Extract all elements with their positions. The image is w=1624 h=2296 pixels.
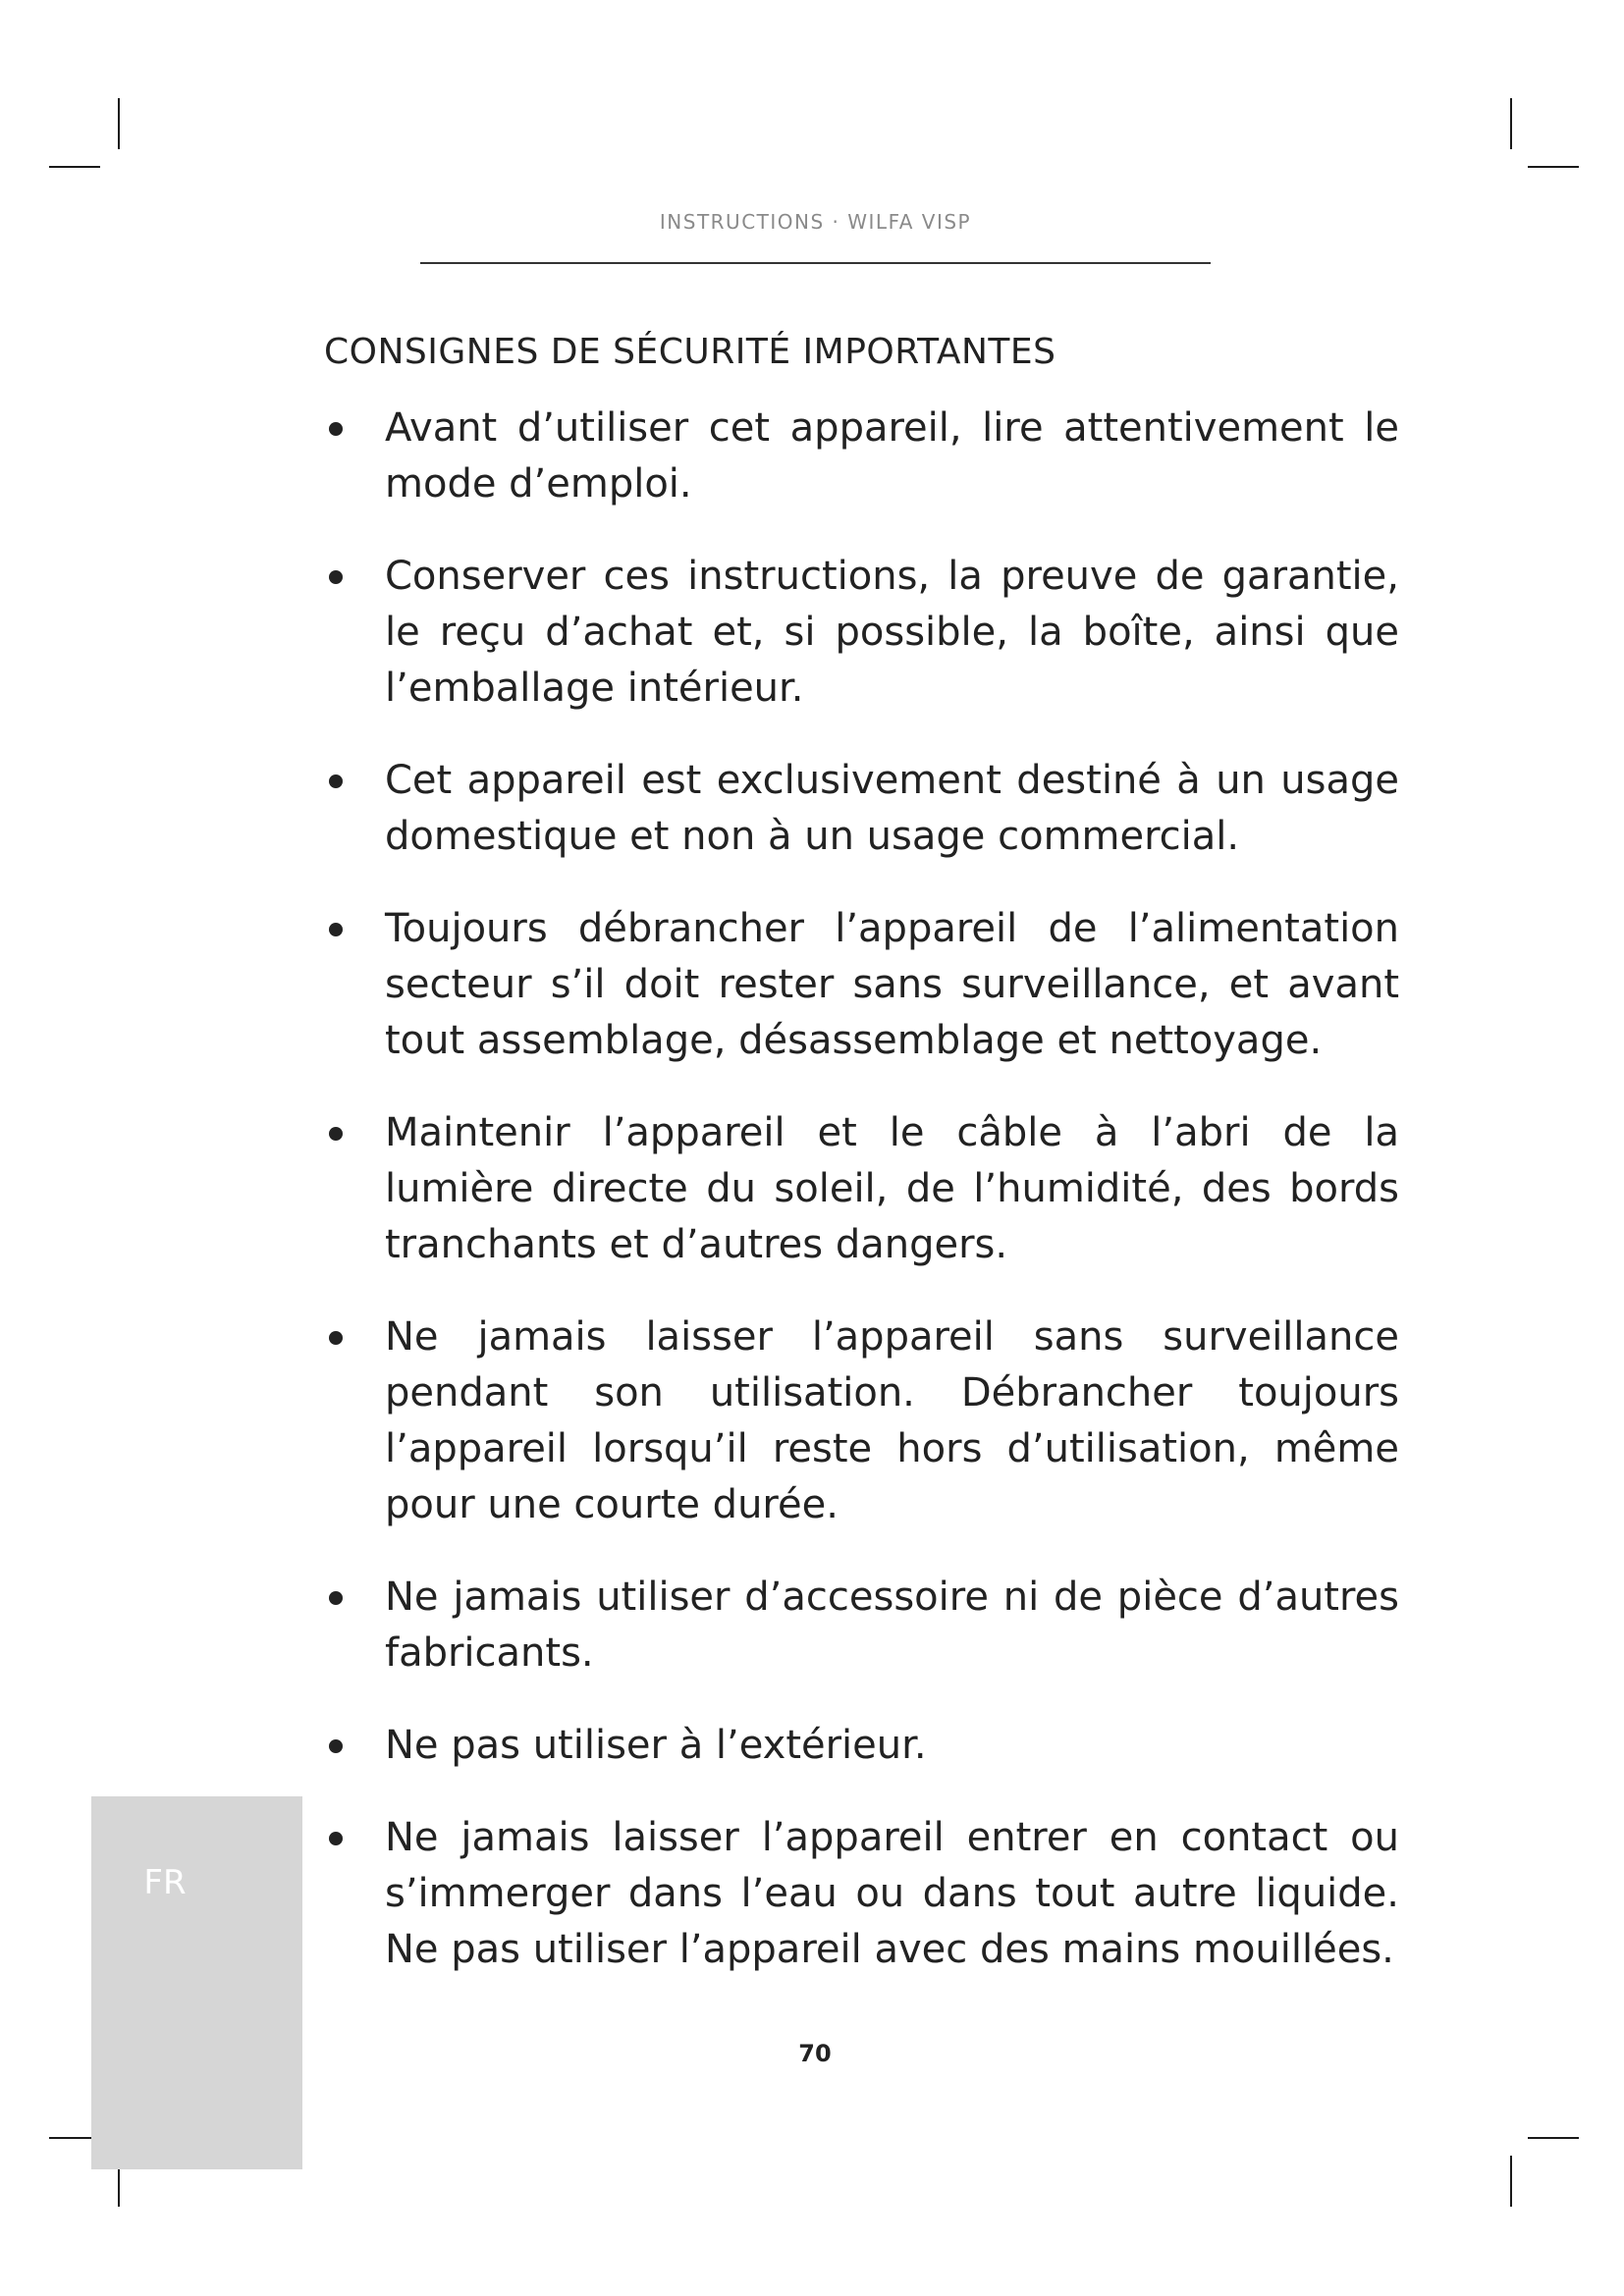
list-item-text: Ne jamais laisser l’appareil entrer en contact ou s’immerger dans l’eau ou dans tout autre liquide. Ne pas utiliser l’appareil avec des mains mouillées. — [385, 1815, 1399, 1972]
list-item — [324, 1570, 1399, 1682]
crop-mark-top-left-vertical — [118, 98, 120, 149]
bullet-icon — [329, 1591, 343, 1605]
list-item — [324, 753, 1399, 865]
list-item — [324, 1718, 1399, 1774]
language-label: FR — [143, 1863, 187, 1902]
list-item — [324, 1810, 1399, 1978]
bullet-icon — [329, 923, 343, 936]
bullet-icon — [329, 1832, 343, 1845]
crop-mark-top-right-vertical — [1510, 98, 1512, 149]
page-number: 70 — [798, 2040, 832, 2067]
bullet-icon — [329, 422, 343, 436]
running-header: INSTRUCTIONS · WILFA VISP — [659, 210, 972, 234]
list-item-text: Ne jamais utiliser d’accessoire ni de pièce d’autres fabricants. — [385, 1575, 1399, 1676]
list-item-text: Toujours débrancher l’appareil de l’alimentation secteur s’il doit rester sans surveillance, et avant tout assemblage, désassemblage et nettoyage. — [385, 906, 1399, 1063]
list-item-text: Conserver ces instructions, la preuve de garantie, le reçu d’achat et, si possible, la boîte, ainsi que l’emballage intérieur. — [385, 554, 1399, 711]
language-tab — [91, 1796, 302, 2169]
crop-mark-top-left-horizontal — [49, 166, 100, 168]
bullet-icon — [329, 1739, 343, 1753]
list-item — [324, 1105, 1399, 1273]
bullet-icon — [329, 1331, 343, 1345]
list-item-text: Avant d’utiliser cet appareil, lire attentivement le mode d’emploi. — [385, 405, 1399, 507]
list-item — [324, 901, 1399, 1069]
section-title: CONSIGNES DE SÉCURITÉ IMPORTANTES — [324, 332, 1056, 372]
crop-mark-top-right-horizontal — [1528, 166, 1579, 168]
header-divider — [420, 262, 1211, 264]
list-item — [324, 400, 1399, 512]
bullet-icon — [329, 774, 343, 788]
list-item-text: Maintenir l’appareil et le câble à l’abri de la lumière directe du soleil, de l’humidité, des bords tranchants et d’autres dangers. — [385, 1110, 1399, 1267]
bullet-icon — [329, 1127, 343, 1141]
list-item-text: Ne pas utiliser à l’extérieur. — [385, 1723, 927, 1768]
list-item-text: Ne jamais laisser l’appareil sans surveillance pendant son utilisation. Débrancher toujours l’appareil lorsqu’il reste hors d’utilisation, même pour une courte durée. — [385, 1314, 1399, 1527]
crop-mark-bottom-right-horizontal — [1528, 2137, 1579, 2139]
list-item-text: Cet appareil est exclusivement destiné à un usage domestique et non à un usage commercial. — [385, 758, 1399, 859]
list-item — [324, 549, 1399, 717]
list-item — [324, 1309, 1399, 1533]
crop-mark-bottom-right-vertical — [1510, 2156, 1512, 2207]
bullet-icon — [329, 570, 343, 584]
safety-instructions-list — [324, 400, 1399, 2014]
